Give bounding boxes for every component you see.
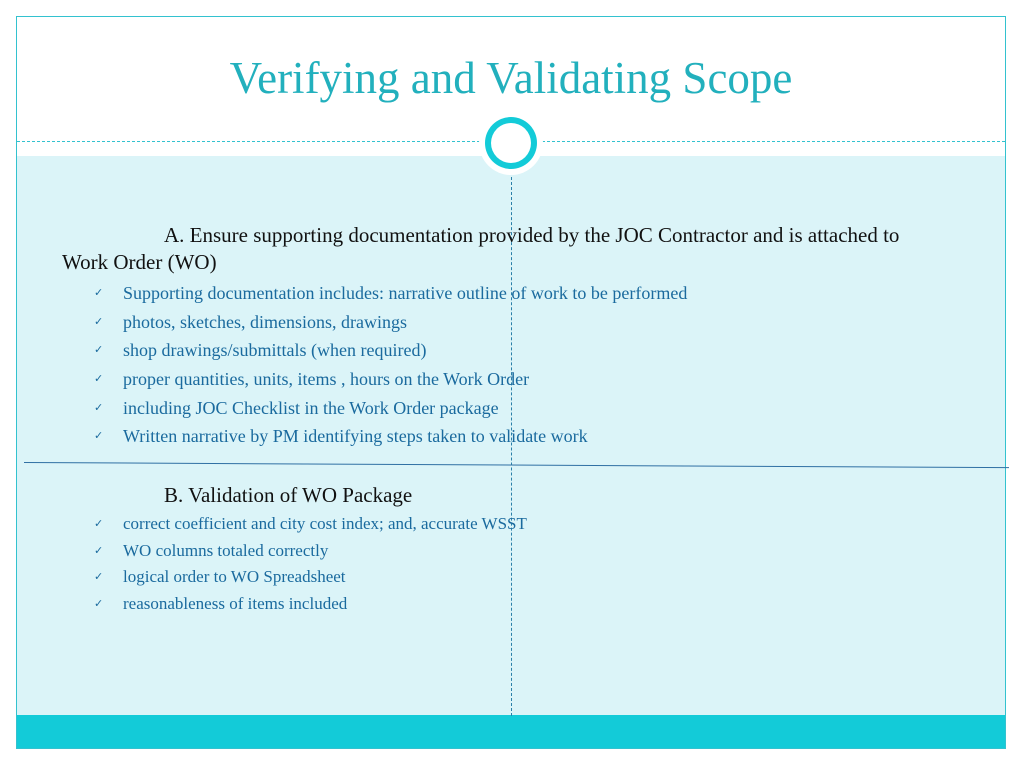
checkmark-icon: ✓: [94, 517, 104, 530]
section-a-list: [94, 281, 687, 453]
list-item-text: WO columns totaled correctly: [123, 540, 329, 560]
checkmark-icon: ✓: [94, 596, 104, 610]
list-item-text: proper quantities, units, items , hours on the Work Order: [123, 369, 530, 390]
list-item: [94, 338, 687, 367]
list-item-text: photos, sketches, dimensions, drawings: [123, 311, 407, 332]
list-item-text: correct coefficient and city cost index; and, accurate WSST: [123, 514, 527, 533]
section-b-heading: B. Validation of WO Package: [164, 483, 413, 507]
list-item: [94, 540, 527, 567]
footer-bar: [17, 715, 1005, 748]
checkmark-icon: ✓: [94, 372, 104, 386]
list-item-text: logical order to WO Spreadsheet: [123, 567, 346, 587]
list-item: [94, 566, 527, 593]
list-item: [94, 593, 527, 620]
checkmark-icon: ✓: [94, 543, 104, 557]
ring-ornament-center: [491, 123, 531, 163]
list-item: [94, 424, 687, 453]
list-item: [94, 367, 687, 396]
list-item-text: including JOC Checklist in the Work Order package: [123, 397, 499, 418]
checkmark-icon: ✓: [94, 429, 104, 443]
checkmark-icon: ✓: [94, 286, 104, 299]
checkmark-icon: ✓: [94, 570, 104, 584]
section-b-list: [94, 513, 527, 619]
list-item: [94, 310, 687, 339]
checkmark-icon: ✓: [94, 400, 104, 414]
list-item-text: reasonableness of items included: [123, 593, 348, 613]
slide-title: Verifying and Validating Scope: [229, 53, 793, 103]
list-item-text: Supporting documentation includes: narrative outline of work to be performed: [123, 283, 688, 303]
list-item-text: Written narrative by PM identifying steps taken to validate work: [123, 426, 588, 447]
section-a-heading: A. Ensure supporting documentation provided by the JOC Contractor and is attached to Work Order (WO): [62, 223, 900, 274]
list-item-text: shop drawings/submittals (when required): [123, 340, 427, 361]
checkmark-icon: ✓: [94, 343, 104, 357]
list-item: [94, 396, 687, 425]
list-item: [94, 281, 687, 310]
checkmark-icon: ✓: [94, 314, 104, 328]
list-item: [94, 513, 527, 540]
